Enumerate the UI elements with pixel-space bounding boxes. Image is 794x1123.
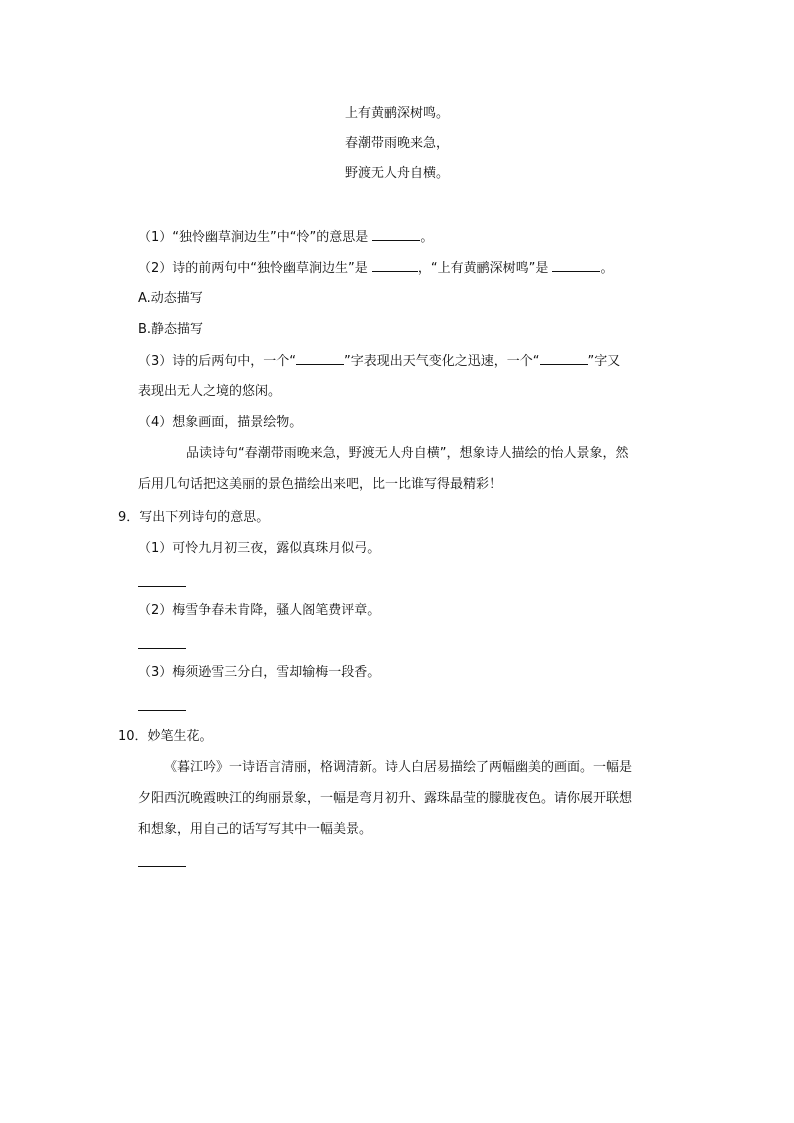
q10-line1: 《暮江吟》一诗语言清丽，格调清新。诗人白居易描绘了两幅幽美的画面。一幅是 [164, 760, 633, 775]
q8-option-b: B.静态描写 [138, 322, 204, 337]
q8-sub2 [138, 258, 614, 279]
answer-line[interactable] [138, 710, 186, 711]
answer-blank[interactable] [552, 258, 600, 272]
q10-line2: 夕阳西沉晚霞映江的绚丽景象，一幅是弯月初升、露珠晶莹的朦胧夜色。请你展开联想 [138, 791, 633, 806]
poem-line-3: 野渡无人舟自横。 [344, 166, 449, 181]
answer-blank[interactable] [372, 258, 418, 272]
answer-line[interactable] [138, 648, 186, 649]
q8-sub3-line2: 表现出无人之境的悠闲。 [138, 384, 282, 399]
q8-sub3 [138, 351, 620, 372]
q9-sub2: （2）梅雪争春未肯降，骚人阁笔费评章。 [138, 603, 381, 618]
q8-sub4-line1: 品读诗句“春潮带雨晚来急，野渡无人舟自横”，想象诗人描绘的怡人景象，然 [186, 446, 629, 461]
q8-sub4-title: （4）想象画面，描景绘物。 [138, 415, 303, 430]
q8-sub1-text: （1）“独怜幽草涧边生”中“怜”的意思是 [138, 230, 373, 245]
q8-sub3-end: ”字又 [587, 354, 621, 369]
q8-sub2-text: （2）诗的前两句中“独怜幽草涧边生”是 [138, 261, 372, 276]
q8-sub3-text: （3）诗的后两句中，一个“ [138, 354, 297, 369]
poem-line-1: 上有黄鹂深树鸣。 [344, 106, 449, 121]
answer-line[interactable] [138, 586, 186, 587]
answer-line[interactable] [138, 866, 186, 867]
q9-sub1: （1）可怜九月初三夜，露似真珠月似弓。 [138, 541, 381, 556]
poem-line-2: 春潮带雨晚来急， [344, 136, 449, 151]
q8-sub2-middle: ，“上有黄鹂深树鸣”是 [417, 261, 553, 276]
q8-sub4-line2: 后用几句话把这美丽的景色描绘出来吧，比一比谁写得最精彩！ [138, 477, 503, 492]
q8-sub1 [138, 227, 433, 248]
q8-sub1-end: 。 [420, 230, 434, 245]
answer-blank[interactable] [540, 351, 588, 365]
answer-blank[interactable] [372, 227, 420, 241]
q8-option-a: A.动态描写 [138, 291, 203, 306]
answer-blank[interactable] [296, 351, 344, 365]
q8-sub3-middle: ”字表现出天气变化之迅速，一个“ [344, 354, 540, 369]
q10-line3: 和想象，用自己的话写写其中一幅美景。 [138, 822, 373, 837]
q10-title: 10．妙笔生花。 [118, 729, 213, 744]
q9-title: 9．写出下列诗句的意思。 [118, 510, 270, 525]
q9-sub3: （3）梅须逊雪三分白，雪却输梅一段香。 [138, 665, 381, 680]
q8-sub2-end: 。 [600, 261, 614, 276]
